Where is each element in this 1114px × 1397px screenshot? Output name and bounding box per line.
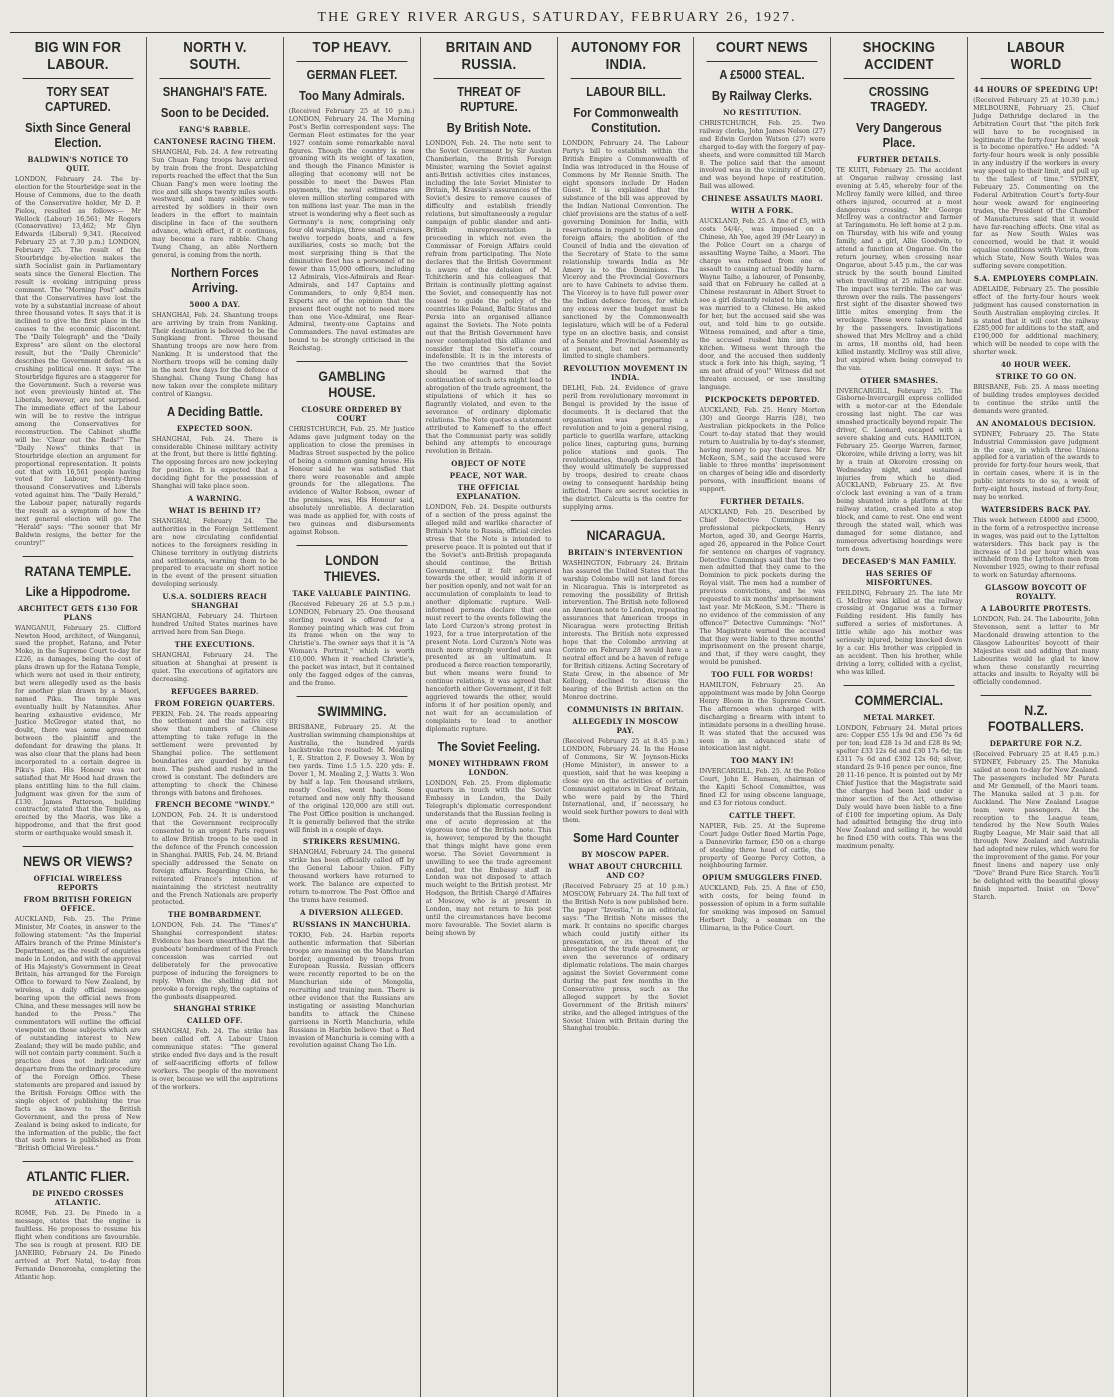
masthead: THE GREY RIVER ARGUS, SATURDAY, FEBRUARY 26, 1927. bbox=[10, 6, 1104, 33]
article-kicker: REFUGEES BARRED. bbox=[170, 686, 259, 696]
column-1 bbox=[10, 37, 147, 1397]
article-body: (Received February 25 at 10 p.m.) MOSCOW, February 24. The full text of the British Note is now published here. The paper "Izvestia," in an editorial, says: "The British Note misses the mark. It contains no specific charges which could justify either its presentation, or its threat of the abrogation of the trade agreement, or even the severance of ordinary diplomatic relations. The main charges against the Soviet Government come during the past few months in the Conservative press, such as the alleged support by the Soviet Government of the British miners' strike, and the alleged intrigues of the Soviet Union with Britain during the Shanghai trouble. bbox=[562, 883, 689, 1033]
column-4 bbox=[421, 37, 558, 1397]
article-kicker: CALLED OFF. bbox=[186, 1016, 243, 1026]
article-kicker: WATERSIDERS BACK PAY. bbox=[981, 504, 1092, 514]
article-kicker: U.S.A. SOLDIERS REACH SHANGHAI bbox=[162, 592, 268, 611]
article-kicker: DE PINEDO CROSSES ATLANTIC. bbox=[32, 1189, 124, 1208]
article-body: SHANGHAI, Feb. 24. There is considerable Chinese military activity at the front, but there is little fighting. The opposing forces are now jockeying for position. It is expected that a deciding fight for the possession of Shanghai will take place soon. bbox=[151, 435, 278, 491]
section-headline: COMMERCIAL. bbox=[844, 685, 955, 708]
article-kicker: BALDWIN'S NOTICE TO QUIT. bbox=[27, 155, 129, 173]
article-kicker: REVOLUTION MOVEMENT IN INDIA. bbox=[563, 364, 688, 383]
article-body: INVERCARGILL, Feb. 25. At the Police Court, John E. Hansen, chairman of the Kapiti School Committee, was fined £2 for using obscene language, and £3 for riotous conduct. bbox=[699, 768, 826, 807]
article-body: BRISBANE, February 25. At the Australian swimming championships at Australia, the hundred yards backstroke race resulted: M. Mealing 1, E. Stratton 2, F. Dowsey 3. Won by two yards. Time 1.5 1.5. 220 yds: E. Dover 1, M. Mealing 2, J. Watts 3. Won by half a lap. Ten thousand strikers, mostly Coolies, went back. Some returned and now only fifty thousand of the original 120,000 are still out. The Post Office position is unchanged. It is generally believed that the strike will finish in a couple of days. bbox=[288, 723, 415, 834]
article-body: TE KUITI, February 25. The accident at Ongarue railway crossing last evening at 5.45, whereby four of the McIlroy family were killed, and three others injured, occurred at a most dangerous crossing. Mr George McIlroy was a contractor and farmer at Taringamotu. He left home at 2 p.m. on Thursday, with his wife and young family, and a girl, Allie Goodwin, to attend a function at Ongarue. On the return journey, when crossing near Ongarue, about 5.45 p.m., the car was struck by the south bound Limited when travelling at 25 miles an hour. The impact was terrible. The car was thrown over the rails. The passengers' first sight of the disaster showed two little mites emerging from the wreckage. These were taken in hand by the passengers. Investigations showed that Mrs McIlroy and a child in arms, 18 months old, had been killed instantly. McIlroy was still alive, but expired when being conveyed to the van. bbox=[836, 167, 963, 372]
column-7 bbox=[831, 37, 968, 1397]
article-kicker: FURTHER DETAILS. bbox=[720, 497, 805, 507]
article-kicker: AN ANOMALOUS DECISION. bbox=[976, 418, 1096, 428]
article-body: SHANGHAI, Feb. 24. Shantung troops are arriving by train from Nanking. Their destination is believed to be the Sungkiang front. Three thousand Shantung troops are now here from Nanking. It is understood that the Northern troops will be coming daily in the next few days for the defence of Shanghai. Chang Tsung Chang has now taken over the complete military control of Kiangsu. bbox=[151, 311, 278, 398]
article-body: CHRISTCHURCH, Feb. 25. Mr Justice Adams gave judgment today on the application to close the premises in Madras Street suspected by the police of being a common gaming house. His Honour said he was satisfied that there were reasonable and ample grounds for the allegations. The evidence of Walter Robson, owner of the premises, was, His Honour said, absolutely unreliable. A declaration was made as applied for, with costs of two guineas and disbursements against Robson. bbox=[288, 426, 415, 536]
article-kicker: A LABOURITE PROTESTS. bbox=[981, 604, 1092, 614]
article-kicker: NO RESTITUTION. bbox=[723, 108, 802, 117]
article-subheading: Soon to be Decided. bbox=[160, 106, 269, 120]
article-kicker: THE OFFICIAL EXPLANATION. bbox=[456, 483, 521, 502]
article-body: LONDON, Feb. 24. The Labourite, John Stevenson, sent a letter to Mr Macdonald drawing attention to the Glasgow Labourites' boycott of their Majesties visit and adding that many Labourites would be glad to know when these constantly recurring attacks and insults to Royalty will be officially condemned. bbox=[973, 616, 1099, 687]
article-kicker: CATTLE THEFT. bbox=[729, 810, 796, 820]
article-body: AUCKLAND, Feb. 25. The Prime Minister, Mr Coates, in answer to the following statement: "As the Imperial Affairs branch of the Prime Minister's Department, as the result of enquiries made in London, and with the approval of His Majesty's Government in Great Britain, has arranged for the Foreign Office to forward to New Zealand, by wireless, a daily official message bearing upon the official news from China, and these messages will now be handed to the Press." The commentators will outline the official viewpoint on those subjects which are of outstanding interest to New Zealand; they will be made public, and will not contain party comment. Such a practice does not indicate any departure from the ordinary procedure of the Foreign Office. These statements are prepared and issued by the British Foreign Office with the single object of publishing the true facts as known to the British Government, and the press of New Zealand is being asked to indicate, for the information of the public, the fact that such news is published as from "British Official Wireless." bbox=[15, 916, 141, 1153]
article-subheading: By British Note. bbox=[446, 121, 531, 135]
column-2 bbox=[147, 37, 284, 1397]
article-body: WASHINGTON, February 24. Britain has assured the United States that the warship Colombo will not land forces in Nicaragua. This is interpreted as removing the possibility of British intervention. The British note followed an American note to London, repeating assurances that American troops in Nicaragua were protecting British interests. The British note expressed hope that the Colombo arriving at Corinto on February 28 would have a neutral effect and be a haven of refuge for British citizens. Acting Secretary of State Grew, in the absence of Mr Kellogg, declined to discuss the bearing of the British action on the Monroe doctrine. bbox=[562, 559, 689, 702]
article-headline: TOP HEAVY. bbox=[296, 37, 407, 62]
column-5 bbox=[558, 37, 695, 1397]
article-subheading: By Railway Clerks. bbox=[712, 89, 813, 103]
article-subheading: Some Hard Counter bbox=[572, 831, 679, 846]
article-body: LONDON, Feb. 24. It is understood that the Government reciprocally consented to an urgent Paris request to allow British troops to be used in the defence of the French concession in Shanghai. PARIS, Feb. 24. M. Briand specially addressed the Senate on foreign affairs. Regarding China, he reiterated France's intention of maintaining the strictest neutrality and the French Nationals are properly protected. bbox=[151, 812, 278, 907]
section-headline: LONDON THIEVES. bbox=[296, 545, 407, 584]
article-kicker: FANG'S RABBLE. bbox=[178, 125, 251, 134]
article-body: CHRISTCHURCH, Feb. 25. Two railway clerks, John James Nelson (27) and Edwin Gordon Watson (27) were charged to-day with the forgery of pay-sheets, and were committed till March 8. The police said that the amount involved was in the vicinity of £5000, and was beyond hope of restitution. Bail was allowed. bbox=[699, 120, 826, 191]
article-body: AUCKLAND, Feb. 25. Described by Chief Detective Cummings as professional pickpockets, Henry Morton, aged 30, and George Harris, aged 26, appeared in the Police Court for sentence on charges of vagrancy. Detective Cummings said that the two men admitted that they came to the Dominion to pick pockets during the Royal visit. The men had a number of previous convictions, and he was requested to six months' imprisonment last year. Mr McKeon, S.M.: "There is no evidence of the commission of any offence?" Detective Cummings: "No!" The Magistrate warned the accused that they were liable to three months' imprisonment on the present charge, and that, if they were caught, they would be punished. bbox=[699, 509, 826, 667]
section-headline: RATANA TEMPLE. bbox=[23, 556, 134, 579]
article-body: NAPIER, Feb. 25. At the Supreme Court Judge Ostler fined Martin Page, a Dannevirke farmer, £50 on a charge of stealing three head of cattle, the property of George Percy Cotton, a neighbouring farmer. bbox=[699, 822, 826, 870]
article-body: FEILDING, February 25. The late Mr G. McIlroy was killed at the railway crossing at Ongarue was a former Feilding resident. His family has suffered a series of misfortunes. A little while ago his mother was seriously injured, being knocked down by a car. His brother was crippled in an accident. Then his brother, while driving a lorry, collided with a cyclist, who was killed. bbox=[836, 589, 963, 676]
section-headline: GAMBLING HOUSE. bbox=[296, 361, 407, 400]
article-kicker: RUSSIANS IN MANCHURIA. bbox=[292, 919, 411, 929]
article-subheading: LABOUR BILL. bbox=[585, 85, 666, 99]
article-subheading: Too Many Admirals. bbox=[298, 89, 405, 103]
article-kicker: ALLEGEDLY IN MOSCOW PAY. bbox=[572, 717, 679, 736]
article-body: SHANGHAI, February 24. The authorities in the Foreign Settlement are now circulating confidential notices to the foreigners residing in Chinese territory in outlying districts and settlements, warning them to be prepared to evacuate on short notice in the event of the present situation developing seriously. bbox=[151, 518, 278, 589]
article-body: LONDON, Feb. 25. From diplomatic quarters in touch with the Soviet Embassy in London, the Daily Telegraph's diplomatic correspondent understands that the Russian feeling is one of acute depression at the vigorous tone of the British note. This is, however, tempered by the thought that things might have gone even worse. The Soviet Government is unwilling to see the trade agreement ended, but the Embassy staff in London was not disposed to attach much weight to the British protest. Mr Hodgson, the British Chargé d'Affaires at Moscow, who is at present in London, may not return to his post until the circumstances have become more favourable. The Soviet alarm is being shown by bbox=[425, 779, 552, 937]
article-kicker: THE BOMBARDMENT. bbox=[167, 910, 262, 920]
article-kicker: SHANGHAI STRIKE bbox=[173, 1004, 257, 1014]
article-kicker: FROM BRITISH FOREIGN OFFICE. bbox=[23, 895, 133, 914]
article-body: (Received February 25 at 8.45 p.m.) SYDNEY, February 25. The Manuka sailed at noon to-day for New Zealand. The passengers included Mr Parata and Mr Gemmell, of the Maori team. The Manuka sailed at 3 p.m. for Auckland. The New Zealand League team were passengers. At the reception to the League team, tendered by the New South Wales Rugby League, Mr Mair said that all through New Zealand and Australia had adopted new rules, which were for the improvement of the game. For your finest linens and napery use only "Dove" Brand Pure Rice Starch. You'll be delighted with the beautiful glossy finish imparted. Insist on "Dove" Starch. bbox=[973, 751, 1099, 901]
article-kicker: COMMUNISTS IN BRITAIN. bbox=[567, 705, 684, 715]
columns bbox=[10, 37, 1104, 1397]
article-kicker: WITH A FORK. bbox=[731, 206, 794, 216]
article-body: (Received February 25 at 10 p.m.) LONDON, February 24. The Morning Post's Berlin correspondent says: The German Fleet estimates for the year 1927 contain some remarkable naval figures. Though the country is now groaning with its weight of taxation, and though the Finance Minister is alleging that economy will not be possible to meet the Dawes Plan payments, the naval estimates are eleven million sterling compared with ten millions last year. The man in the street is wondering why a fleet such as Germany's is now, comprising only four old warships, three small cruisers, twelve torpedo boats, and a few auxiliaries, costs so much; but the most surprising thing is that the diminutive fleet has a personnel of no fewer than 15,000 officers, including 12 Admirals, Vice-Admirals and Rear-Admirals, and 147 Captains and Commanders, to only 9,854 men. Experts are of the opinion that the present fleet ought not to need more than one Vice-Admiral, one Rear-Admiral, twenty-one Captains and Commanders. The naval estimates are bound to be strongly criticised in the Reichstag. bbox=[288, 108, 415, 353]
article-kicker: WHAT IS BEHIND IT? bbox=[168, 506, 261, 515]
article-kicker: OFFICIAL WIRELESS REPORTS bbox=[33, 874, 123, 893]
article-kicker: WHAT ABOUT CHURCHILL AND CO? bbox=[568, 862, 683, 881]
article-body: DELHI, Feb. 24. Evidence of grave peril from revolutionary movement in Bengal is provided by the issue of documents. It is declared that the organisation was preparing a revolution and to join a general rising, particle to guerilla warfare, attacking police lines, capturing guns, burning police stations and gaols. The revolutionaries, though declared that they would ultimately be suppressed by troops, desired to create chaos owing to consequent hardship being inflicted. There are secret societies in the district. Calcutta is the centre for supplying arms. bbox=[562, 385, 689, 511]
article-body: This week between £4000 and £5000, in the form of a retrospective increase in wages, was paid out to the Lyttelton watersiders. This back pay is the increase of 11d per hour which was withheld from the Lyttelton men from November 1925, owing to their refusal to work on Saturday afternoons. bbox=[973, 516, 1099, 580]
article-body: (Received February 25 at 8.45 p.m.) LONDON, February 24. In the House of Commons, Sir W. Joynson-Hicks (Home Minister), in answer to a question, said that he was keeping a close eye on the activities of certain Communist agitators in Great Britain, who were paid by the Third International, and, if necessary, he would seek further powers to deal with them. bbox=[562, 738, 689, 825]
article-kicker: PICKPOCKETS DEPORTED. bbox=[704, 395, 820, 405]
section-headline: NICARAGUA. bbox=[570, 520, 681, 543]
article-headline: SHOCKING ACCIDENT bbox=[844, 37, 955, 79]
article-kicker: DECEASED'S MAN FAMILY. bbox=[841, 556, 957, 566]
article-body: HAMILTON, February 25. An appointment was made by John George Henry Bloom in the Supreme Court. The afternoon when charged with discharging a firearm with intent to intimidate persons in a dwelling house. It was stated that the accused was seen in an advanced state of intoxication last night. bbox=[699, 682, 826, 753]
article-kicker: DEPARTURE FOR N.Z. bbox=[989, 739, 1083, 749]
article-headline: COURT NEWS bbox=[707, 37, 818, 62]
article-kicker: THE EXECUTIONS. bbox=[174, 639, 255, 649]
article-body: LONDON, Feb. 24. The note sent to the Soviet Government by Sir Austen Chamberlain, the British Foreign Minister, warning the Soviet against anti-British activities cites instances, including the late Soviet Minister to Britain, M. Krassin's assurances of the Soviet's desire to remove causes of difficulty and establish friendly relations, but simultaneously a regular campaign of public slander and anti-British misrepresentation is proceeding in which not even the Commissar of Foreign Affairs could refrain from participating. The Note declares that the British Government is aware of the delusion of M. Tchitcherin and his colleagues that Britain is continually plotting against the Soviet, and consequently has not ceased to guide the policy of the countries like Poland, Baltic States and Persia into an organised alliance against the Soviets. The Note points out that the British Government have never contemplated this alliance and consider that the Soviet's course indefensible. It is in the interests of the two countries that the Soviet should be warned that the continuation of such acts might lead to abrogation of the trade agreement, the stipulations of which it has so flagrantly violated, and even to the severance of ordinary diplomatic relations. The Note quotes a statement attributed to Kameneff to the effect that the Communist party was solidly behind any attempts to encourage revolution in Britain. bbox=[425, 140, 552, 456]
article-kicker: FROM FOREIGN QUARTERS. bbox=[154, 698, 276, 708]
article-subheading: SHANGHAI'S FATE. bbox=[162, 85, 267, 99]
article-kicker: EXPECTED SOON. bbox=[176, 423, 253, 433]
article-body: SHANGHAI, February 24. The situation at Shanghai at present is quiet. The executions of agitators are decreasing. bbox=[151, 651, 278, 683]
section-headline: SWIMMING. bbox=[296, 696, 407, 719]
article-kicker: CANTONESE RACING THEM. bbox=[153, 137, 276, 146]
article-kicker: OTHER SMASHES. bbox=[860, 375, 939, 385]
article-body: (Received February 25 at 10.30 p.m.) MELBOURNE, February 25. Chief Judge Dethridge declared in the Arbitration Court that "the pitch fork will have to be recognised in legitimate if the forty-four hours' week is to become operative." He added: "A forty-four hours week is only possible in any industry if the workers in every way speed up to their limit, and pull up to the tallest of time." SYDNEY, February 25. Commenting on the Federal Arbitration Court's forty-four hour week award for engineering trades, the President of the Chamber of Manufactures said that it would have far-reaching effects. One vital as far as New South Wales was concerned, would be that it would equalise conditions with Victoria, from which State, New South Wales was suffering severe competition. bbox=[973, 97, 1099, 271]
article-body: LONDON, Feb. 24. Despite outbursts of a section of the press against the alleged mild and warlike character of Britain's Note to Russia, official circles stress that the Note is intended to preserve peace. It is pointed out that if the Soviet's anti-British propaganda should continue, the British Government, if it felt aggrieved towards the other, would inform it of her position openly, and not wait for an accumulation of complaints to lead to another diplomatic rupture. Well-informed persons declare that one must revert to the events following the late Lord Curzon's strong protest in 1923, for a true interpretation of the present Note. Lord Curzon's Note was much more strongly worded and was presented as an ultimatum. It produced a fierce reaction temporarily, but when means were found to continue relations, it was agreed that henceforth either Government, if it felt aggrieved towards the other, would inform it of her position openly, and not wait for an accumulation of complaints to lead to another diplomatic rupture. bbox=[425, 504, 552, 733]
article-subheading: CROSSING TRAGEDY. bbox=[869, 85, 930, 114]
section-headline: NEWS OR VIEWS? bbox=[23, 846, 134, 869]
article-body: (Received February 26 at 5.5 p.m.) LONDON, February 25. One thousand sterling reward is offered for a Romney painting which was cut from its frame when on the way to Christie's. The owner says that it is "A Woman's Portrait," which is worth £10,000. When it reached Christie's, the packet was intact, but it contained only the fagged edges of the canvas, and the frame. bbox=[288, 600, 415, 687]
article-kicker: BRITAIN'S INTERVENTION bbox=[567, 547, 683, 557]
article-body: SHANGHAI, Feb. 24. The strike has been called off. A Labour Union communique states: "The general strike ended five days and is the result of self-sacrificing efforts of fellow workers. The people of the movement is over, because we will the aspirations of the workers. bbox=[151, 1028, 278, 1091]
article-kicker: 5000 A DAY. bbox=[189, 299, 241, 309]
article-body: BRISBANE, Feb. 25. A mass meeting of building trades employees decided to continue the strike until the demands were granted. bbox=[973, 384, 1099, 415]
article-body: INVERCARGILL, February 25. The Gisborne-Invercargill express collided with a motor-car at the Edendale crossing last night. The car was smashed practically beyond repair. The driver, C. Leonard, escaped with a severe shaking and cuts. HAMILTON, February 25. George Warren, farmer, Okoroire, while driving a lorry, was hit by a train at Okoroire crossing on Wednesday night, and sustained injuries from which he died. AUCKLAND, February 25. At five o'clock last evening a van of a tram being shunted into a platform at the railway station, crashed into a stop block, and came to rest. One end went through the stated wall, which was damaged for some distance, and numerous advertising hoardings were torn down. bbox=[836, 387, 963, 553]
article-body: LONDON, February 24. Metal prices are: Copper £55 13s 9d and £56 7s 6d per ton; lead £28 1s 3d and £28 8s 9d; spelter £33 12s 6d and £30 17s 6d; tin £311 7s 6d and £302 12s 6d; silver, standard 2s 9-16 pence per ounce, fine 28 11-16 pence. It is pointed out by Mr Chief Justice that the Magistrate said the charges had been laid under a minor section of the Act, otherwise Daly would have been liable to a fine of £100 for importing opium. As Daly had admitted bringing the drug into New Zealand and selling it, he would be fined £50 with costs. This was the maximum penalty. bbox=[836, 724, 963, 851]
article-kicker: HAS SERIES OF MISFORTUNES. bbox=[865, 568, 933, 587]
article-kicker: ARCHITECT GETS £130 FOR PLANS bbox=[17, 603, 139, 622]
article-body: LONDON, February 24. The by-election for the Stourbridge seat in the House of Commons, due to the death of the Conservative holder, Mr D. P. Pielou, resulted as follows:— Mr Wellock (Labour) 16,561; Mr Rogers (Conservative) 13,462; Mr Glyn Edwards (Liberal) 9,341. (Received February 25 at 7.30 p.m.) LONDON, February 25. The result of the Stourbridge by-election makes the sixth Socialist gain in Parliamentary seats since the General Election. The result is evoking intriguing press comment. The "Morning Post" admits that the Conservatives have lost the vote by a substantial increase of about three thousand votes. It says that it is inclined to give the first place in the causes to the economic discontent. The "Daily Telegraph" and the "Daily Express" are silent on the electoral result, but the "Daily Chronicle" describes the Government defeat as a crushing political one. It says: "The Stourbridge figures are a staggerer for the Government. Such a reverse was not even previously hinted at. The Liberals, however, are not surprised. The immediate effect of the Labour win will be to revive the intrigue among the Conservatives for reconstruction. The Cabinet shuffle will be: 'Clear out the Reds!'" The "Daily News" thinks that in Stourbridge election an argument for proportional representation. It points out that with 16,561 people having voted for Labour, twenty-three thousand Conservatives and Liberals voted against him. The "Daily Herald," the Labour paper, naturally regards the result as a symptom of how the next general election will go. The "Herald" says: "The sooner that Mr Baldwin resigns, the better for the country!" bbox=[15, 176, 141, 547]
article-body: AUCKLAND, Feb. 25. A fine of £5, with costs 54/4/-, was imposed on a Chinese, Ah Yee, aged 39 (Mr Leary) in the Police Court on a charge of assaulting Wayne Taiho, a Maori. The charge was refused from one of assault to causing actual bodily harm. Wayne Taiho, a labourer, of Ponsonby, said that on February he called at a Chinese restaurant in Albert Street to see a girl distantly related to him, who was married to a Chinese. He asked for her, but the accused said she was out, and told him to go outside. Witness remained, and after a time, the accused rushed him into the kitchen. Witness went through the door, and the accused then suddenly stuck a fork into his thigh, saying, "I am not afraid of you!" Witness did not threaten accused, or use insulting language. bbox=[699, 218, 826, 392]
article-subheading: THREAT OF RUPTURE. bbox=[456, 85, 521, 114]
article-headline: NORTH V. SOUTH. bbox=[159, 37, 270, 79]
article-kicker: 44 HOURS OF SPEEDING UP! bbox=[973, 85, 1099, 94]
article-headline: LABOUR WORLD bbox=[981, 37, 1092, 79]
article-subheading: Very Dangerous Place. bbox=[856, 121, 943, 150]
article-subheading: GERMAN FLEET. bbox=[306, 68, 397, 82]
section-headline: N.Z. FOOTBALLERS. bbox=[981, 695, 1092, 734]
article-headline: BIG WIN FOR LABOUR. bbox=[23, 37, 134, 79]
article-kicker: A DIVERSION ALLEGED. bbox=[300, 907, 404, 917]
article-kicker: TAKE VALUABLE PAINTING. bbox=[292, 588, 412, 598]
article-body: TOKIO, Feb. 24. Harbin reports authentic information that Siberian troops are massing on the Manchurian border, augmented by troops from European Russia. Russian officers were recently reported to be on the Manchurian side of Mongolia, recruiting and training men. There is other evidence that the Russians are instigating or assisting Manchurian bandits to attack the Chinese garrisons in North Manchuria, while Russians in Harbin believe that a Red invasion of Manchuria is coming with a revolution against Chang Tso Lin. bbox=[288, 931, 415, 1050]
article-subheading: Sixth Since General Election. bbox=[25, 121, 131, 150]
article-subheading: The Soviet Feeling. bbox=[437, 739, 540, 754]
article-body: SYDNEY, February 25. The State Industrial Commission gave judgment in the case, in which three Unions applied for a variation of the awards to provide for forty-four hours week, that in certain cases, where it is in the public interests to do so, a week of forty-eight hours, instead of forty-four, may be worked. bbox=[973, 430, 1099, 501]
article-body: SHANGHAI, Feb. 24. A few retreating Sun Chuan Fang troops have arrived by train from the front. Despatching reports reached the effect that the Sun Chuan Fang's men were looting the rice and silk shops twenty miles south-westward, and many soldiers were arrested by soldiers in their own leaders in the effort to maintain discipline in face of the southern advance, which effect, if it continues, may become a rare rabble. Chang Tsung Chang, an able Northern general, is coming from the north. bbox=[151, 149, 278, 259]
article-kicker: CLOSURE ORDERED BY COURT bbox=[301, 405, 402, 424]
article-body: AUCKLAND, Feb. 25. Henry Morton (30) and George Harris (28), two Australian pickpockets in the Police Court to-day stated that they would return to Australia by to-day's steamer, having money to pay their fares. Mr McKeon, S.M., said the accused were liable to three months' imprisonment on charges of being idle and disorderly persons, with insufficient means of support. bbox=[699, 407, 826, 494]
column-3 bbox=[284, 37, 421, 1397]
article-body: AUCKLAND, Feb. 25. A fine of £50, with costs, for being found in possession of opium in a form suitable for smoking was imposed on Samuel Herbert Daly, a seaman on the Ulimaroa, in the Police Court. bbox=[699, 885, 826, 932]
article-body: SHANGHAI, February 24. The general strike has been officially called off by the General Labour Union. Fifty thousand workers have returned to work. The balance are expected to return to-morrow. The Post Office and the trams have resumed. bbox=[288, 849, 415, 904]
column-6 bbox=[694, 37, 831, 1397]
article-headline: AUTONOMY FOR INDIA. bbox=[570, 37, 681, 79]
article-subheading: Like a Hippodrome. bbox=[25, 584, 131, 599]
article-kicker: 40 HOUR WEEK. bbox=[1000, 360, 1072, 370]
article-kicker: FRENCH BECOME "WINDY." bbox=[155, 800, 275, 810]
article-subheading: A Deciding Battle. bbox=[166, 404, 263, 419]
article-subheading: For Commonwealth Constitution. bbox=[572, 106, 678, 135]
section-headline: ATLANTIC FLIER. bbox=[23, 1161, 134, 1184]
article-kicker: BY MOSCOW PAPER. bbox=[581, 850, 670, 860]
article-body: LONDON, February 24. The Labour Party's bill to establish within the British Empire a Commonwealth of India was introduced in the House of Commons by Mr Rennie Smith. The eight sponsors include Dr Haden Guest. It is explained that the substance of the bill was approved by the Indian National Convention. The chief provisions are the status of a self-governing Dominion for India, with reservations in regard to defence and foreign affairs; the abolition of the Council of India and the elevation of the Secretary of State to the same relationship towards India as Mr Amery is to the Dominions. The Viceroy and the Provincial Governors are to have Cabinets to advise them. The Viceroy is to have full power over the Indian defence forces, for which any excess over the budget must be sanctioned by the Commonwealth legislature, which will be of a Federal type on an elective basis, and consist of a Senate and Provincial Assembly as at present, but not permanently limited to single chambers. bbox=[562, 140, 689, 361]
article-kicker: GLASGOW BOYCOTT OF ROYALTY. bbox=[985, 583, 1087, 602]
article-kicker: STRIKE TO GO ON. bbox=[995, 372, 1077, 382]
article-body: PEKIN, Feb. 24. The reads appearing the settlement and the native city show that numbers of Chinese attempting to take refuge in the settlement were prevented by Shanghai police. The settlement boundaries are guarded by armed men. The pushed and rushed in the crowd is constant. The defenders are attempting to check the Chinese throngs with batons and firehoses. bbox=[151, 710, 278, 797]
column-8 bbox=[968, 37, 1104, 1397]
article-kicker: TOO FULL FOR WORDS! bbox=[711, 670, 814, 680]
article-body: LONDON, Feb. 24. The "Times's" Shanghai correspondent states: Evidence has been unearthed that the gunboats' bombardment of the French concession was carried out deliberately for the provocative purpose of inducing the foreigners to reply. When the shelling did not provoke a foreign reply, the captains of the gunboats disappeared. bbox=[151, 922, 278, 1001]
article-subheading: TORY SEAT CAPTURED. bbox=[45, 85, 111, 114]
article-kicker: A WARNING. bbox=[187, 494, 242, 503]
article-kicker: PEACE, NOT WAR. bbox=[449, 471, 528, 481]
article-body: ROME, Feb. 23. De Pinedo in a message, states that the engine is faultless. He proposes to resume his flight when conditions are favourable. The sea is rough at present. RIO DE JANEIRO, February 24. De Pinedo arrived at Port Natal, to-day from Fernando Denoronha, completing the Atlantic hop. bbox=[15, 1210, 141, 1281]
article-kicker: S.A. EMPLOYERS COMPLAIN. bbox=[973, 273, 1099, 283]
article-kicker: MONEY WITHDRAWN FROM LONDON. bbox=[428, 758, 549, 777]
article-kicker: METAL MARKET. bbox=[863, 712, 936, 722]
article-subheading: Northern Forces Arriving. bbox=[171, 265, 259, 295]
article-kicker: CHINESE ASSAULTS MAORI. bbox=[701, 194, 824, 204]
article-headline: BRITAIN AND RUSSIA. bbox=[433, 37, 544, 79]
article-kicker: STRIKERS RESUMING. bbox=[302, 837, 401, 847]
article-kicker: OBJECT OF NOTE bbox=[451, 459, 526, 469]
article-subheading: A £5000 STEAL. bbox=[719, 68, 805, 82]
article-kicker: TOO MANY IN! bbox=[730, 756, 794, 766]
article-kicker: FURTHER DETAILS. bbox=[857, 155, 942, 164]
article-kicker: OPIUM SMUGGLERS FINED. bbox=[702, 873, 823, 883]
article-body: WANGANUI, February 25. Clifford Newton Hood, architect, of Wanganui, sued the prophet, Ratana, and Peter Moko, in the Supreme Court to-day for £226, as damages, being the cost of plans drawn up for the Ratana Temple, which were not used in their entirety, but were allegedly used as the basis for another plan drawn by a Maori, named Piku. The temple was eventually built by Natannites. After hearing exhaustive evidence, Mr Justice McGregor stated that, no doubt, there was some agreement between the plaintiff and the defendant for drawing the plans. It was also clear that the plans had been incorporated to a certain degree in Piku's plan. His Honour was not satisfied that Mr Hood had drawn the plans entitling him to the full claim. Judgment was given for the sum of £130. James Patterson, building contractor, stated that the Temple, as erected by the Maoris, was like a hippodrome, and that the first good storm or earthquake would smash it. bbox=[15, 624, 141, 838]
article-body: SHANGHAI, February 24. Thirteen hundred United States marines have arrived here from San Diego. bbox=[151, 613, 278, 636]
article-body: ADELAIDE, February 25. The possible effect of the forty-four hours week judgment has caused consternation in South Australian employing circles. It is stated that it will cost the railway £285,000 for additions to the staff, and £190,000 for additional machinery, which will be needed to cope with the shorter week. bbox=[973, 285, 1099, 357]
